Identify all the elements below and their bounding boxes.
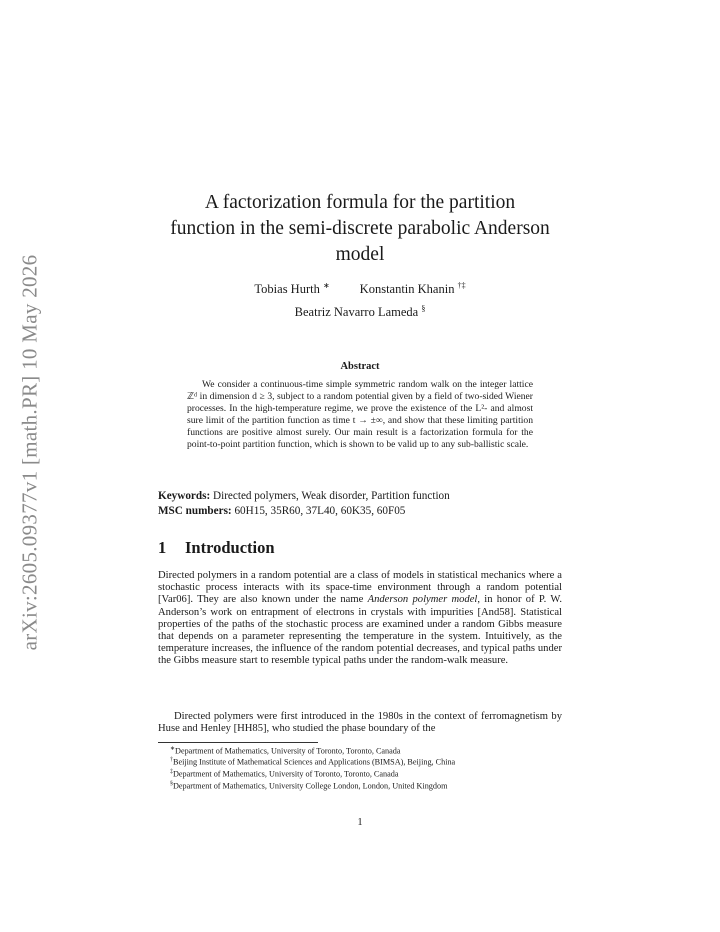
footnote-mark: ‡ <box>170 769 173 775</box>
footnote-text: Beijing Institute of Mathematical Sciences and Applications (BIMSA), Beijing, China <box>173 757 456 767</box>
author-name: Beatriz Navarro Lameda <box>294 305 419 320</box>
keywords <box>158 490 578 502</box>
footnote-text: Department of Mathematics, University of Toronto, Toronto, Canada <box>173 769 399 779</box>
footnote-text: Department of Mathematics, University College London, London, United Kingdom <box>173 781 448 791</box>
paragraph-text: , in honor of P. W. Anderson’s work on entrapment of electrons in crystals with impurities [And58]. Statistical properties of the paths of the stochastic process are examined under a random Gibbs measure that depends on a parameter representing the temperature in the system. Intuitively, as the temperature increases, the influence of the random potential decreases, and typical paths under the Gibbs measure start to resemble typical paths under the random-walk measure. <box>158 594 562 667</box>
abstract-heading: Abstract <box>340 361 380 372</box>
msc-value: 60H15, 35R60, 37L40, 60K35, 60F05 <box>234 505 406 517</box>
author <box>295 304 426 320</box>
msc-label: MSC numbers: <box>158 505 232 517</box>
footnote-mark: ∗ <box>170 746 176 752</box>
footnote <box>170 769 398 779</box>
msc-numbers <box>158 505 578 517</box>
footnote <box>170 757 455 767</box>
footnote <box>170 781 447 791</box>
footnote-text: Department of Mathematics, University of Toronto, Toronto, Canada <box>175 746 401 756</box>
paragraph-emphasis: Anderson polymer model <box>367 594 478 606</box>
arxiv-identifier <box>12 242 48 662</box>
paper-title <box>140 190 580 268</box>
footnote-mark: § <box>170 781 173 787</box>
author-line <box>160 304 560 320</box>
footnote-mark: † <box>170 757 173 763</box>
arxiv-identifier-text: arXiv:2605.09377v1 [math.PR] 10 May 2026 <box>17 254 42 650</box>
section-title: Introduction <box>185 538 275 557</box>
section-number: 1 <box>158 538 167 557</box>
author-line <box>160 281 560 297</box>
footnote-rule <box>158 742 318 743</box>
title-line: A factorization formula for the partition <box>204 192 516 213</box>
title-line: model <box>335 244 385 265</box>
keywords-label: Keywords: <box>158 490 211 502</box>
author-name: Tobias Hurth <box>254 282 320 297</box>
keywords-value: Directed polymers, Weak disorder, Partition function <box>213 490 450 502</box>
paragraph-text: Directed polymers in a random potential are a class of models in statistical mechanics where a stochastic process interacts with its space-time environment through a random potential [Var06]. They are also known under the name <box>158 570 562 606</box>
footnote <box>170 745 401 756</box>
abstract-text: We consider a continuous-time simple symmetric random walk on the integer lattice ℤᵈ in dimension d ≥ 3, subject to a random potential given by a field of two-sided Wiener processes. In the high-temperature regime, we prove the existence of the L²- and almost sure limit of the partition function as time t → ±∞, and show that these limiting partition functions are positive almost surely. Our main result is a factorization formula for the point-to-point partition function, which is shown to be valid up to any sub-ballistic scale. <box>187 379 533 451</box>
section-heading <box>158 538 275 558</box>
author-name: Konstantin Khanin <box>359 282 455 297</box>
author-mark: § <box>421 304 426 313</box>
author <box>254 281 329 297</box>
paragraph <box>158 570 562 668</box>
author <box>360 281 466 297</box>
author-mark: †‡ <box>457 281 466 290</box>
page-number: 1 <box>357 817 363 828</box>
author-mark: ∗ <box>322 281 330 290</box>
paragraph: Directed polymers were first introduced in the 1980s in the context of ferromagnetism by Huse and Henley [HH85], who studied the phase boundary of the <box>158 711 562 735</box>
title-line: function in the semi-discrete parabolic Anderson <box>170 218 550 239</box>
